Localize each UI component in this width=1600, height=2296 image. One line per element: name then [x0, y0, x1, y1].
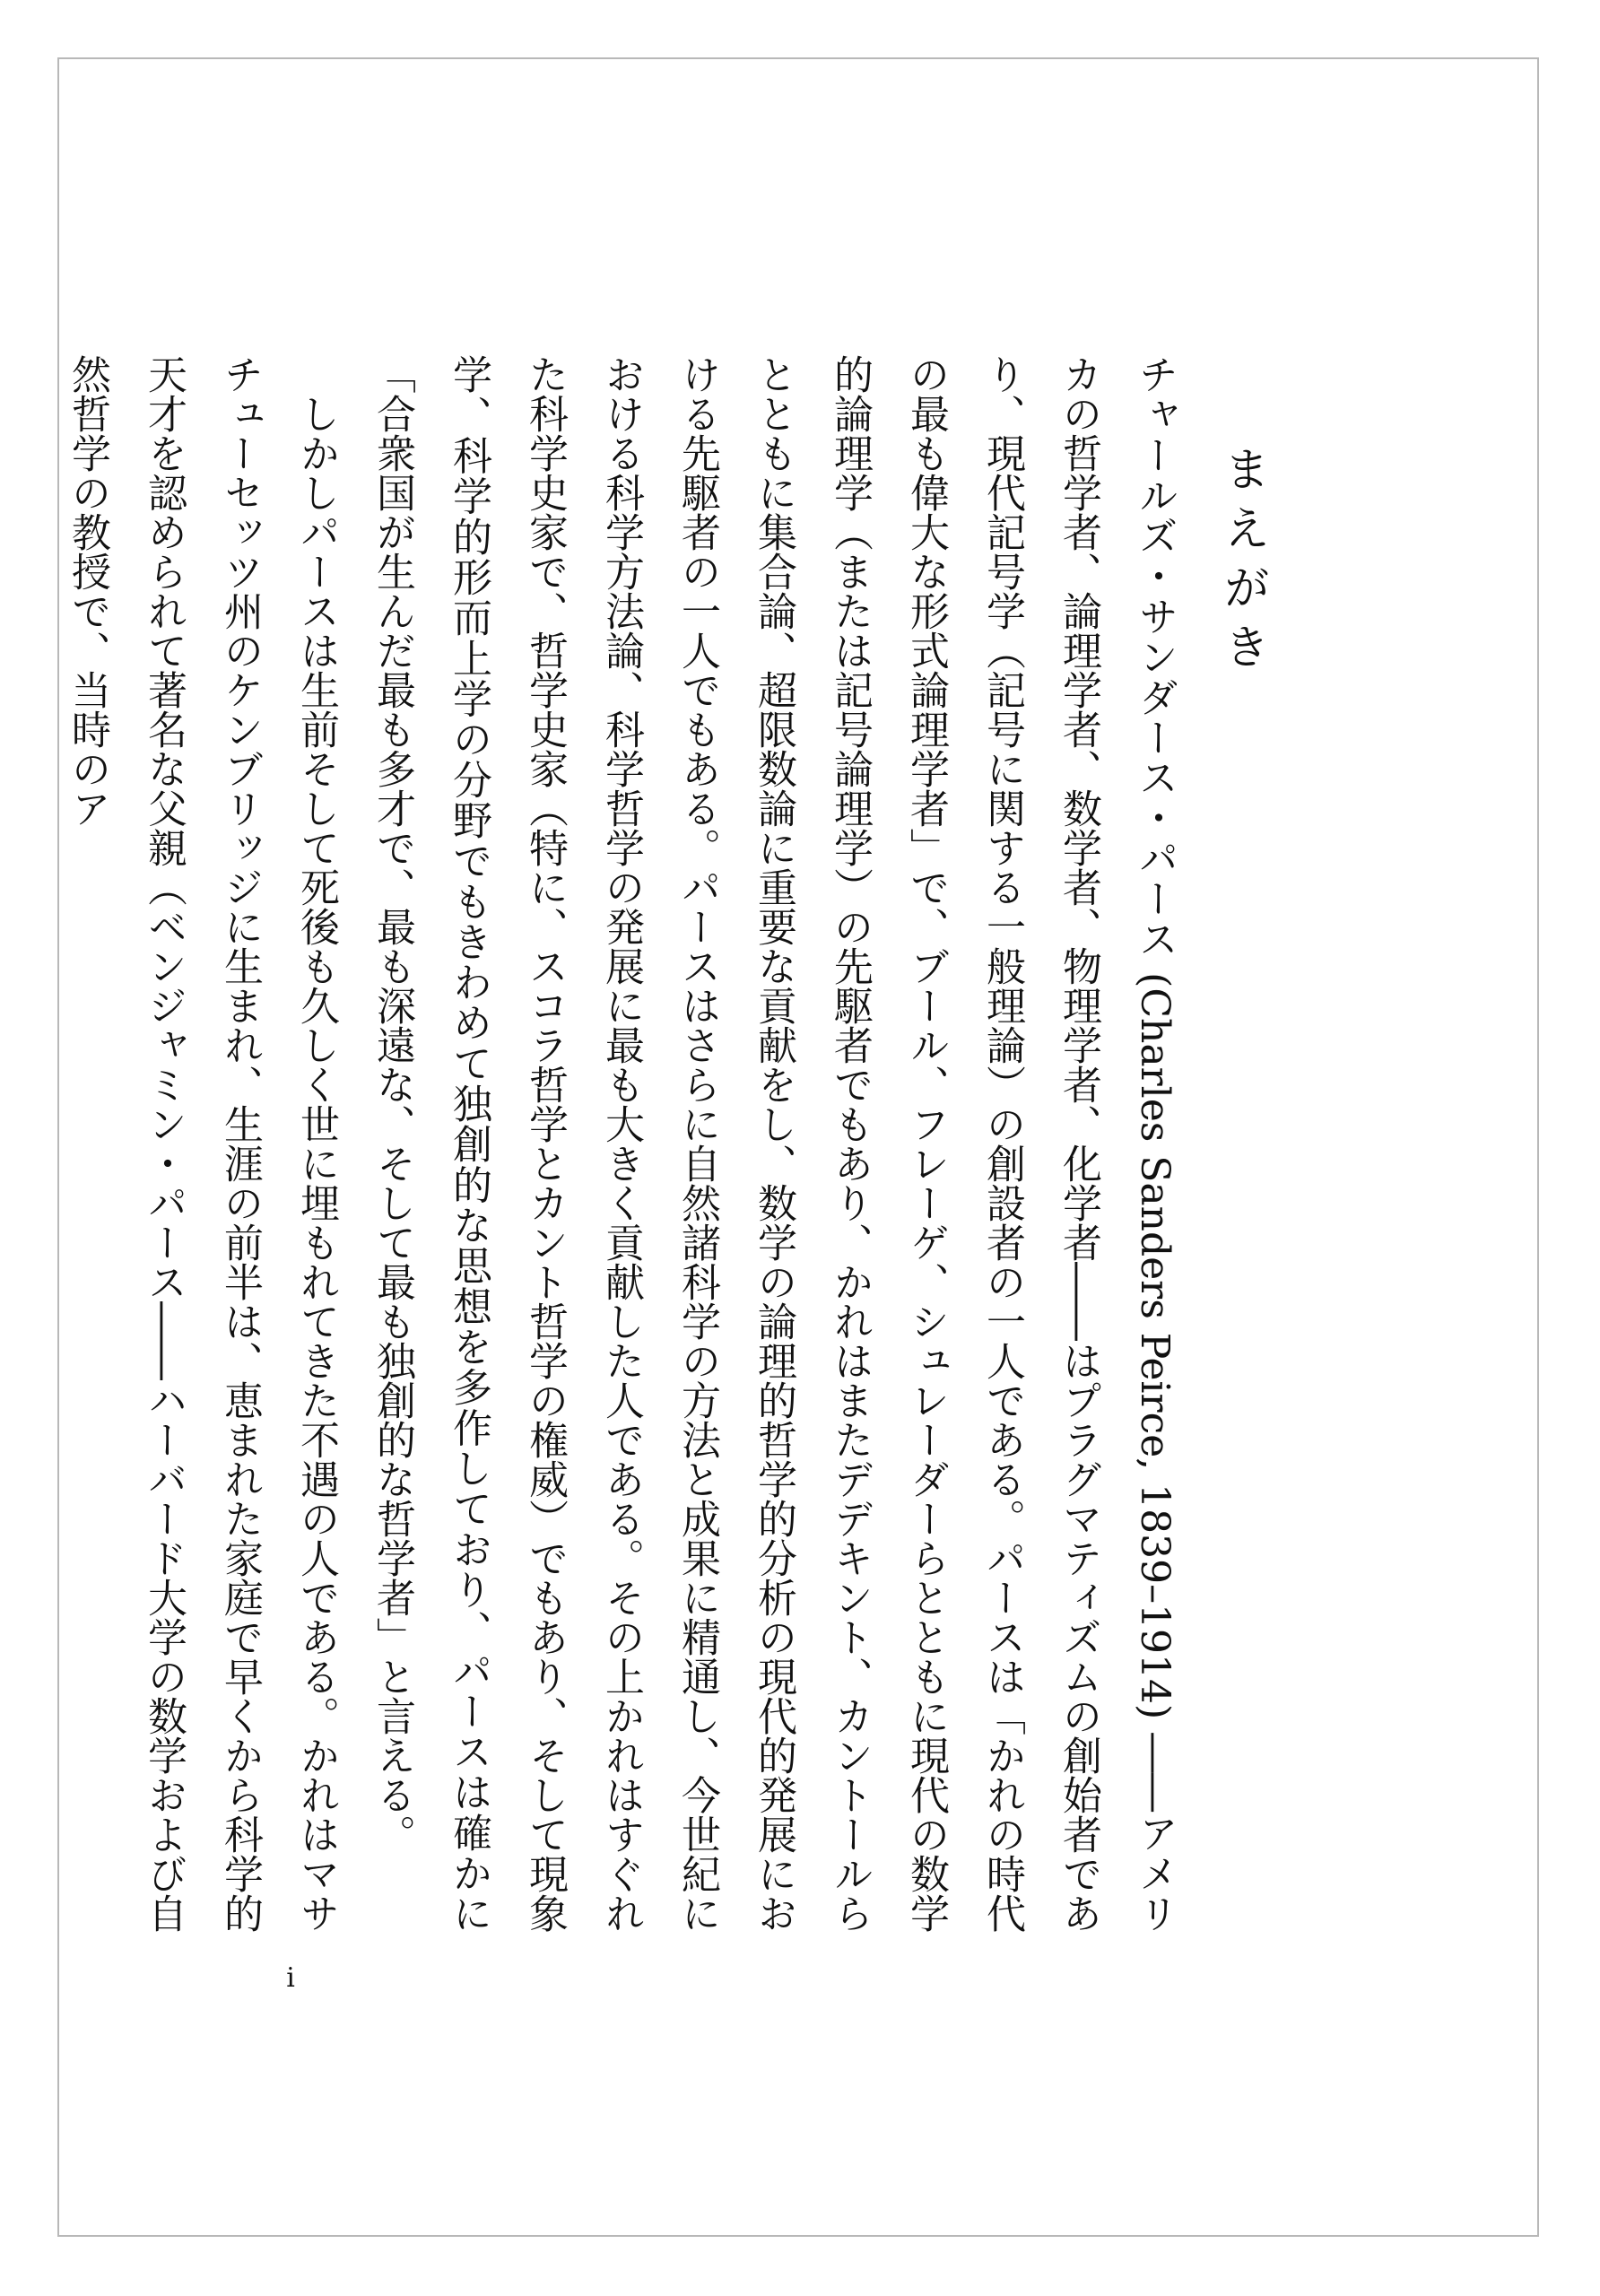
paragraph: チャールズ・サンダース・パース (Charles Sanders Peirce, 1839–1914) ――アメリカの哲学者、論理学者、数学者、物理学者、化学者――はプラグマティズムの創始者であり、現代記号学（記号に関する一般理論）の創設者の一人である。パースは「かれの時代の最も偉大な形式論理学者」で、ブール、フレーゲ、シュレーダーらとともに現代の数学的論理学（または記号論理学）の先駆者でもあり、かれはまたデデキント、カントールらとともに集合論、超限数論に重要な貢献をし、数学の論理的哲学的分析の現代的発展における先駆者の一人でもある。パースはさらに自然諸科学の方法と成果に精通し、今世紀における科学方法論、科学哲学の発展に最も大きく貢献した人である。その上かれはすぐれた科学史家で、哲学史家（特に、スコラ哲学とカント哲学の権威）でもあり、そして現象学、科学的形而上学の分野でもきわめて独創的な思想を多作しており、パースは確かに「合衆国が生んだ最も多才で、最も深遠な、そして最も独創的な哲学者」と言える。 — [370, 354, 1178, 1933]
body-text — [65, 354, 1193, 1933]
page-number: i — [286, 1962, 295, 1994]
paragraph: しかしパースは生前そして死後も久しく世に埋もれてきた不遇の人である。かれはマサチューセッツ州のケンブリッジに生まれ、生涯の前半は、恵まれた家庭で早くから科学的天才を認められて著名な父親（ベンジャミン・パース――ハーバード大学の数学および自然哲学の教授で、当時のア — [65, 354, 339, 1933]
page-heading: まえがき — [1215, 445, 1269, 682]
